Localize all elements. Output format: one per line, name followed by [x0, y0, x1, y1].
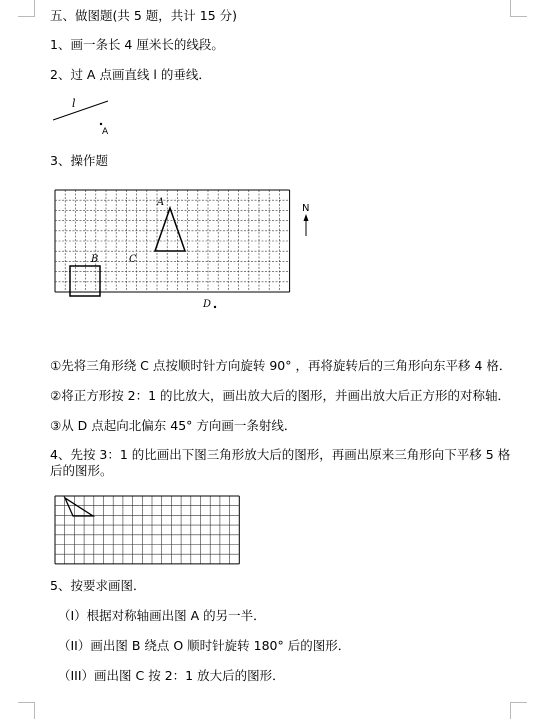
question-5: 5、按要求画图． — [50, 578, 146, 593]
q4-grid-lines — [55, 496, 239, 564]
label-d: D — [203, 299, 212, 310]
point-a-label: A — [102, 127, 109, 137]
question-4: 4、先按 3：1 的比画出下图三角形放大后的图形，再画出原来三角形向下平移 5 格后的图形。 — [50, 447, 511, 478]
q3-item-3: ③从 D 点起向北偏东 45° 方向画一条射线． — [50, 418, 297, 433]
point-d — [214, 306, 216, 308]
question-2: 2、过 A 点画直线 l 的垂线． — [50, 67, 211, 82]
label-b: B — [91, 254, 99, 265]
corner-mark-bottom-left — [18, 702, 35, 719]
point-a — [100, 123, 102, 125]
label-c: C — [129, 254, 137, 265]
north-label: N — [302, 203, 310, 214]
line-l — [53, 101, 108, 120]
q3-item-2: ②将正方形按 2：1 的比放大，画出放大后的图形，并画出放大后正方形的对称轴． — [50, 388, 511, 403]
corner-mark-top-right — [510, 0, 527, 17]
q4-grid-figure — [55, 496, 245, 564]
q4-triangle — [65, 498, 93, 516]
q5-item-1: （I）根据对称轴画出图 A 的另一半． — [58, 608, 266, 623]
q5-item-2: （II）画出图 B 绕点 O 顺时针旋转 180° 后的图形． — [58, 638, 351, 653]
q3-grid-lines — [55, 190, 290, 292]
q5-item-3: （III）画出图 C 按 2：1 放大后的图形． — [58, 668, 285, 683]
question-1: 1、画一条长 4 厘米长的线段。 — [50, 37, 224, 52]
triangle-abc — [155, 208, 185, 251]
q3-item-1: ①先将三角形绕 C 点按顺时针方向旋转 90° ，再将旋转后的三角形向东平移 4 格． — [50, 358, 512, 373]
north-arrow-icon — [300, 200, 316, 240]
corner-mark-bottom-right — [510, 702, 527, 719]
corner-mark-top-left — [18, 0, 35, 17]
label-a: A — [157, 197, 165, 208]
line-l-label: l — [72, 97, 76, 110]
question-3: 3、操作题 — [50, 153, 108, 168]
section-title: 五、做图题(共 5 题，共计 15 分) — [50, 8, 238, 23]
q2-figure — [50, 96, 120, 138]
q3-grid-figure — [55, 190, 330, 342]
